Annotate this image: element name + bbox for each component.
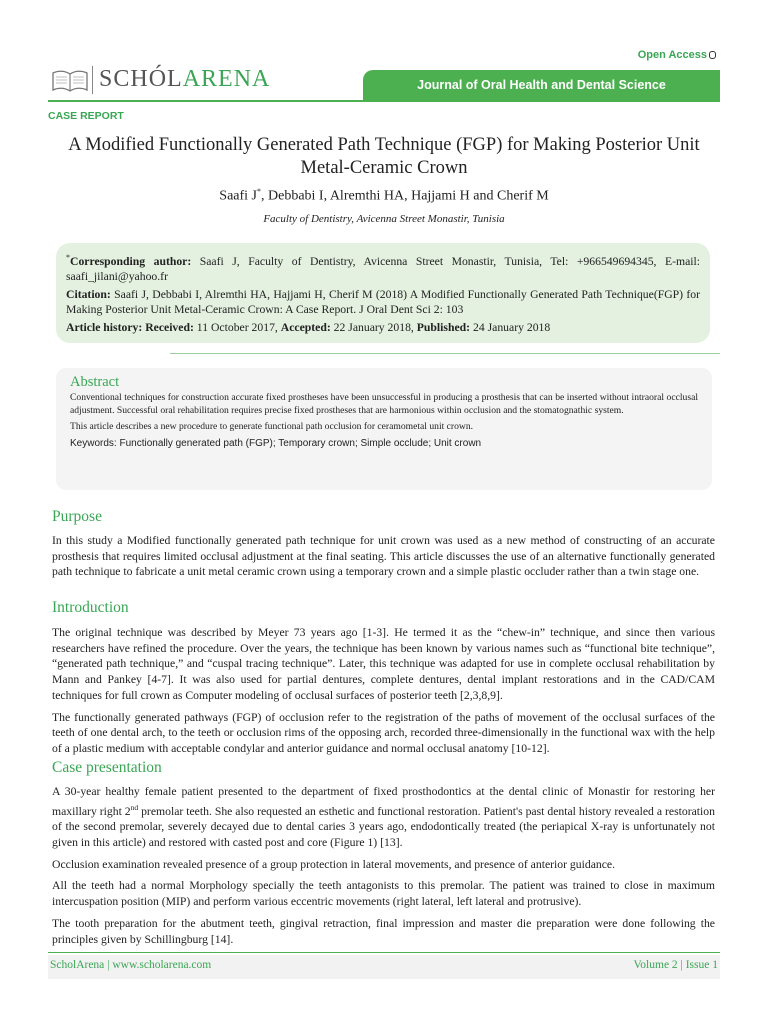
article-title: A Modified Functionally Generated Path Technique (FGP) for Making Posterior Unit Metal-Ceramic Crown bbox=[68, 135, 700, 178]
paragraph: The tooth preparation for the abutment teeth, gingival retraction, final impression and master die preparation were done following the principles given by Schillingburg [14]. bbox=[52, 916, 715, 946]
open-book-icon bbox=[52, 70, 88, 92]
abstract-paragraph: This article describes a new procedure to generate functional path occlusion for ceramometal unit crown. bbox=[70, 421, 474, 433]
article-history: Article history: Received: 11 October 2017, Accepted: 22 January 2018, Published: 24 January 2018 bbox=[66, 320, 551, 334]
footer-divider bbox=[48, 952, 720, 953]
purpose-heading: Purpose bbox=[52, 508, 102, 525]
article-type-label: CASE REPORT bbox=[48, 110, 124, 122]
case-presentation-body bbox=[52, 784, 715, 953]
keywords: Keywords: Functionally generated path (FGP); Temporary crown; Simple occlude; Unit crown bbox=[70, 438, 482, 450]
open-access-text: Open Access bbox=[637, 49, 707, 61]
abstract-paragraph: Conventional techniques for construction accurate fixed prostheses have been unsuccessful in producing a prosthesis that can be inserted without intraoral occlusal adjustment. Successful oral rehabilitation requires precise fixed prostheses that are harmonious within occlusion and the stomatognathic system. bbox=[70, 391, 698, 416]
scholarena-logo bbox=[52, 64, 272, 100]
footer-volume-issue: Volume 2 | Issue 1 bbox=[633, 959, 718, 971]
paragraph: The functionally generated pathways (FGP) of occlusion refer to the registration of the paths of movement of the occlusal surfaces of the teeth of one dental arch, to the teeth or occlusion rims of the opposing arch, recorded three-dimensionally in the functional wax with the help of a plastic medium with acceptable condylar and anterior guidance and normal occlusal anatomy [10-12]. bbox=[52, 710, 715, 755]
affiliation: Faculty of Dentistry, Avicenna Street Monastir, Tunisia bbox=[263, 213, 505, 225]
citation: Citation: Saafi J, Debbabi I, Alremthi HA, Hajjami H, Cherif M (2018) A Modified Functionally Generated Path Technique(FGP) for Making Posterior Unit Metal-Ceramic Crown: A Case Report. J Oral Dent Sci 2: 103 bbox=[66, 287, 700, 317]
author-list: Saafi J*, Debbabi I, Alremthi HA, Hajjami H and Cherif M bbox=[219, 187, 549, 204]
abstract-heading: Abstract bbox=[70, 374, 120, 390]
introduction-heading: Introduction bbox=[52, 599, 129, 616]
purpose-body bbox=[52, 533, 715, 586]
article-info-box bbox=[56, 243, 710, 343]
paragraph: Occlusion examination revealed presence of a group protection in lateral movements, and presence of anterior guidance. bbox=[52, 857, 616, 871]
introduction-body bbox=[52, 625, 715, 763]
logo-wordmark: SCHÓLARENA bbox=[99, 66, 271, 92]
paragraph: In this study a Modified functionally generated path technique for unit crown was used as a new method of constructing of an accurate prosthesis that requires limited occlusal adjustment at the final seating. This article discusses the use of an alternative functionally generated path technique to fabricate a unit metal ceramic crown using a temporary crown and a simple plastic occluder rather than a twin stage one. bbox=[52, 534, 715, 579]
journal-name-banner: Journal of Oral Health and Dental Science bbox=[363, 70, 720, 101]
section-divider bbox=[170, 353, 720, 354]
open-lock-icon bbox=[709, 51, 716, 59]
header-divider bbox=[48, 100, 720, 102]
paragraph: The original technique was described by Meyer 73 years ago [1-3]. He termed it as the “chew-in” technique, and since then various researchers have refined the procedure. Over the years, the technique has been known by various names such as “functional bite technique”, “generated path technique,” and “cuspal tracing technique”. Later, this technique was adapted for use in complete occlusal rehabilitation by Mann and Pankey [4-7]. It was also used for partial dentures, complete dentures, dental implant restorations and in the CAD/CAM techniques for full crown as Computer modeling of occlusal surfaces of posterior teeth [2,3,8,9]. bbox=[52, 626, 715, 702]
paragraph: A 30-year healthy female patient presented to the department of fixed prosthodontics at the dental clinic of Monastir for restoring her maxillary right 2nd premolar teeth. She also requested an esthetic and functional restoration. Patient's past dental history revealed a restoration of the second premolar, severely decayed due to dental caries 3 years ago, endodontically treated (the periapical X-ray is unfortunately not given in this article) and restored with casted post and core (Figure 1) [13]. bbox=[52, 785, 715, 849]
corresponding-author: *Corresponding author: Saafi J, Faculty of Dentistry, Avicenna Street Monastir, Tunisia, Tel: +966549694345, E-mail: saafi_jilani@yahoo.fr bbox=[66, 253, 700, 284]
paragraph: All the teeth had a normal Morphology specially the teeth antagonists to this premolar. The patient was trained to close in maximum intercuspation position (MIP) and perform various eccentric movements (right lateral, left lateral and protrusive). bbox=[52, 879, 715, 909]
footer-site-link[interactable]: ScholArena | www.scholarena.com bbox=[50, 959, 212, 971]
abstract-box bbox=[56, 368, 712, 490]
page-footer bbox=[48, 955, 720, 979]
case-presentation-heading: Case presentation bbox=[52, 759, 162, 776]
open-access-label bbox=[638, 49, 716, 61]
